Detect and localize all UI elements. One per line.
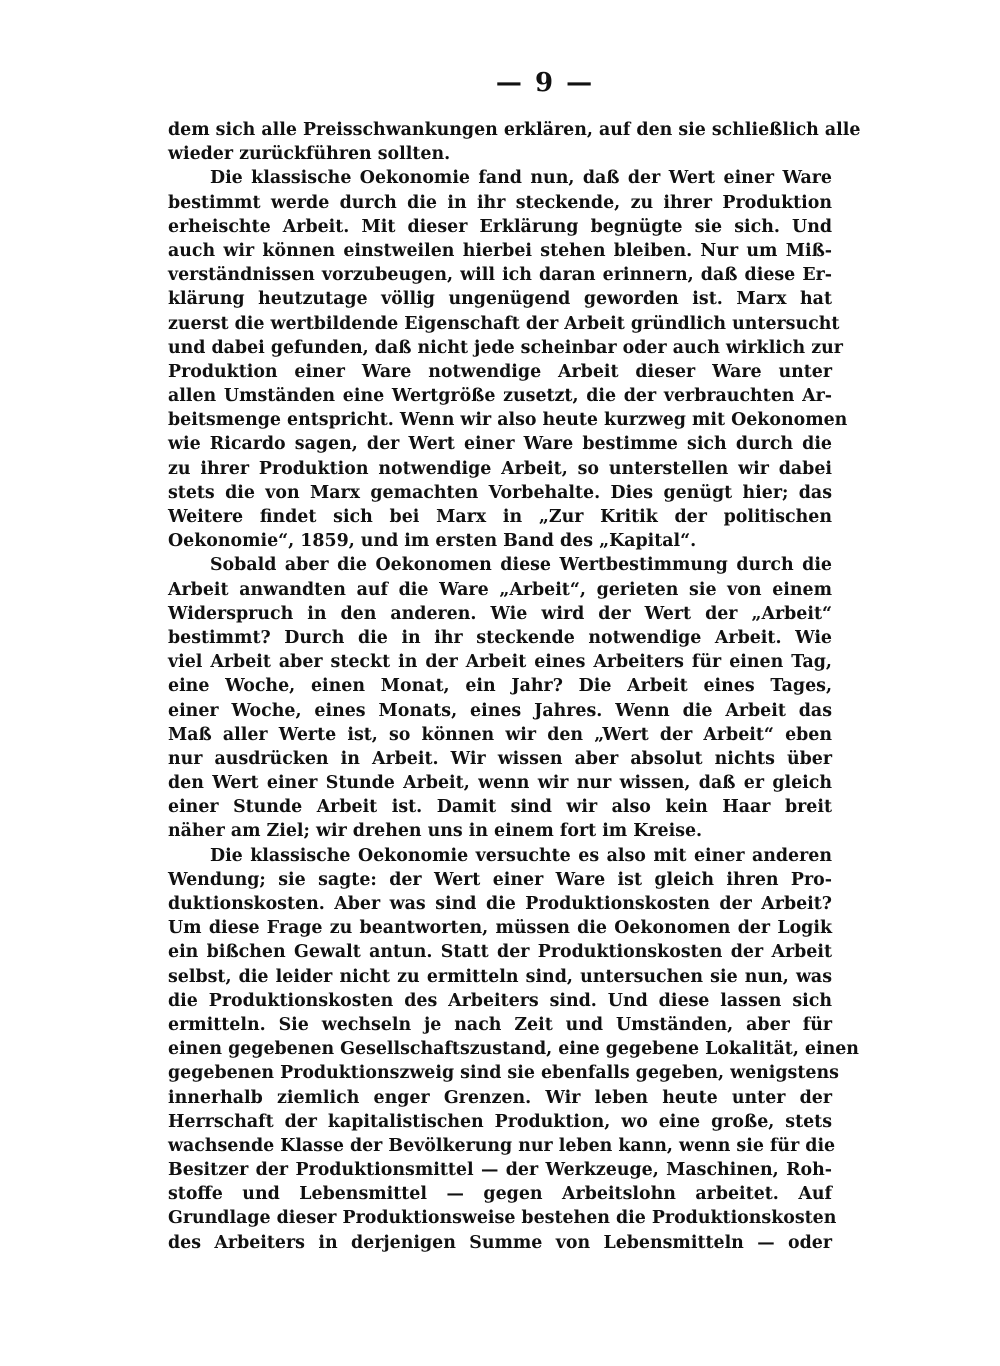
text-line: Wendung; sie sagte: der Wert einer Ware ist gleich ihren Pro- (168, 869, 832, 890)
text-line: und dabei gefunden, daß nicht jede scheinbar oder auch wirklich zur (168, 337, 843, 358)
text-line: duktionskosten. Aber was sind die Produktionskosten der Arbeit? (168, 894, 832, 914)
text-line: Besitzer der Produktionsmittel — der Werkzeuge, Maschinen, Roh- (168, 1160, 832, 1181)
text-line: einer Woche, eines Monats, eines Jahres. Wenn die Arbeit das (168, 700, 832, 721)
text-line: stoffe und Lebensmittel — gegen Arbeitslohn arbeitet. Auf (168, 1184, 832, 1205)
text-line: wieder zurückführen sollten. (168, 144, 451, 165)
text-line: verständnissen vorzubeugen, will ich daran erinnern, daß diese Er- (168, 265, 832, 286)
text-line: selbst, die leider nicht zu ermitteln sind, untersuchen sie nun, was (168, 966, 832, 987)
text-line: ein bißchen Gewalt antun. Statt der Produktionskosten der Arbeit (168, 942, 832, 963)
text-line: eine Woche, einen Monat, ein Jahr? Die Arbeit eines Tages, (168, 676, 832, 697)
text-line: Arbeit anwandten auf die Ware „Arbeit“, gerieten sie von einem (168, 579, 832, 600)
text-line: zu ihrer Produktion notwendige Arbeit, so unterstellen wir dabei (168, 458, 832, 479)
text-line: Produktion einer Ware notwendige Arbeit dieser Ware unter (168, 361, 832, 382)
text-line: die Produktionskosten des Arbeiters sind. Und diese lassen sich (168, 990, 832, 1011)
text-line: Herrschaft der kapitalistischen Produktion, wo eine große, stets (168, 1111, 832, 1132)
text-line: beitsmenge entspricht. Wenn wir also heute kurzweg mit Oekonomen (168, 410, 848, 431)
text-line: wachsende Klasse der Bevölkerung nur leben kann, wenn sie für die (168, 1135, 836, 1156)
text-line: Die klassische Oekonomie fand nun, daß der Wert einer Ware (210, 168, 832, 189)
page-number: — 9 — (495, 68, 595, 98)
paragraph (168, 166, 848, 553)
text-line: stets die von Marx gemachten Vorbehalte. Dies genügt hier; das (168, 482, 832, 503)
text-line: zuerst die wertbildende Eigenschaft der Arbeit gründlich untersucht (168, 313, 840, 334)
paragraph (168, 844, 859, 1255)
text-line: Maß aller Werte ist, so können wir den „Wert der Arbeit“ eben (168, 724, 832, 745)
text-line: viel Arbeit aber steckt in der Arbeit eines Arbeiters für einen Tag, (168, 652, 832, 673)
text-line: einer Stunde Arbeit ist. Damit sind wir also kein Haar breit (168, 797, 832, 818)
text-line: einen gegebenen Gesellschaftszustand, eine gegebene Lokalität, einen (168, 1039, 859, 1060)
text-line: nur ausdrücken in Arbeit. Wir wissen aber absolut nichts über (168, 748, 832, 769)
text-line: dem sich alle Preisschwankungen erklären, auf den sie schließlich alle (168, 120, 861, 140)
text-line: Widerspruch in den anderen. Wie wird der Wert der „Arbeit“ (168, 603, 832, 624)
text-line: erheischte Arbeit. Mit dieser Erklärung begnügte sie sich. Und (168, 216, 832, 237)
text-line: den Wert einer Stunde Arbeit, wenn wir nur wissen, daß er gleich (168, 773, 832, 794)
text-line: allen Umständen eine Wertgröße zusetzt, die der verbrauchten Ar- (168, 386, 832, 407)
text-line: wie Ricardo sagen, der Wert einer Ware bestimme sich durch die (168, 434, 832, 455)
text-line: Grundlage dieser Produktionsweise bestehen die Produktionskosten (168, 1208, 837, 1229)
text-line: näher am Ziel; wir drehen uns in einem fort im Kreise. (168, 821, 703, 842)
text-line: innerhalb ziemlich enger Grenzen. Wir leben heute unter der (168, 1087, 832, 1108)
text-line: gegebenen Produktionszweig sind sie ebenfalls gegeben, wenigstens (168, 1063, 839, 1084)
text-line: Oekonomie“, 1859, und im ersten Band des „Kapital“. (168, 531, 697, 552)
text-line: klärung heutzutage völlig ungenügend geworden ist. Marx hat (168, 289, 832, 310)
text-line: Die klassische Oekonomie versuchte es also mit einer anderen (210, 845, 832, 866)
text-line: bestimmt werde durch die in ihr steckende, zu ihrer Produktion (168, 192, 832, 213)
text-line: Sobald aber die Oekonomen diese Wertbestimmung durch die (210, 555, 832, 576)
text-line: ermitteln. Sie wechseln je nach Zeit und Umständen, aber für (168, 1014, 832, 1035)
text-line: Um diese Frage zu beantworten, müssen die Oekonomen der Logik (168, 918, 832, 939)
text-line: bestimmt? Durch die in ihr steckende notwendige Arbeit. Wie (168, 627, 832, 648)
paragraph (168, 553, 832, 843)
paragraph (168, 118, 861, 166)
text-line: des Arbeiters in derjenigen Summe von Lebensmitteln — oder (168, 1232, 832, 1253)
body-text (168, 118, 861, 1255)
text-line: Weitere findet sich bei Marx in „Zur Kritik der politischen (168, 507, 832, 527)
text-line: auch wir können einstweilen hierbei stehen bleiben. Nur um Miß- (168, 240, 832, 261)
